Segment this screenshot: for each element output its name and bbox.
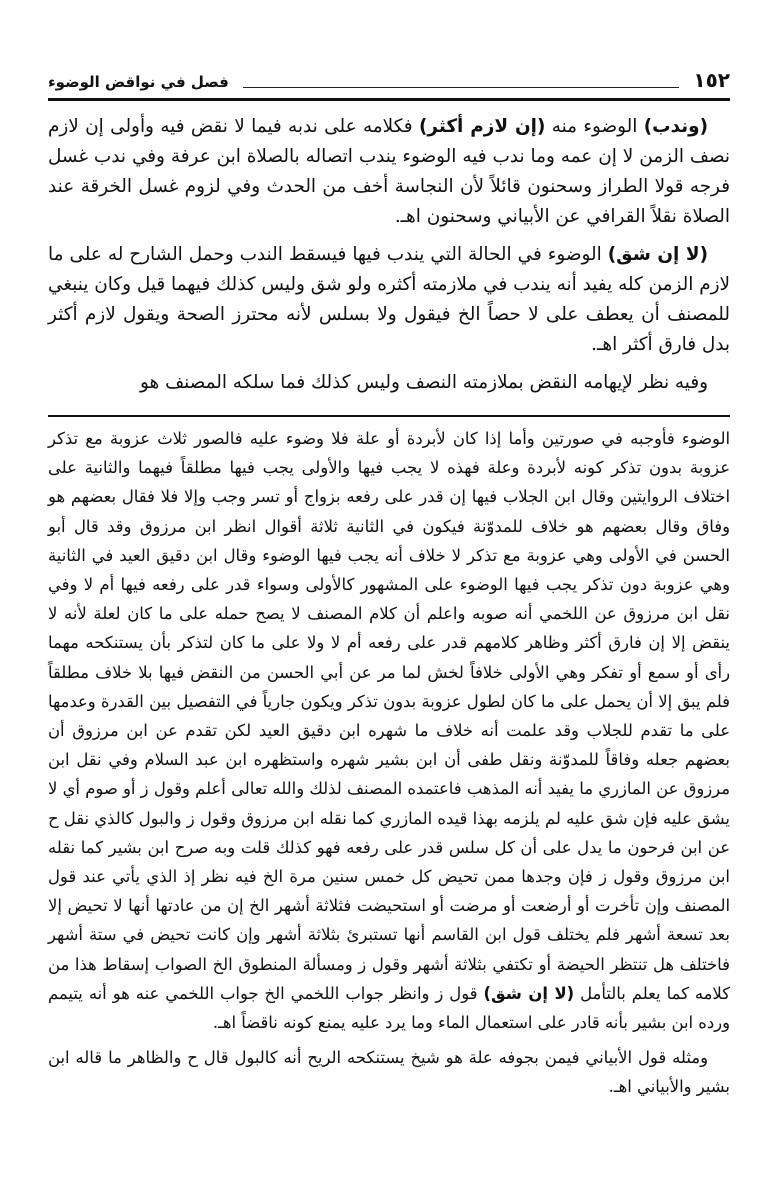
- text-segment: ومثله قول الأبياني فيمن بجوفه علة هو شيخ يستنكحه الريح أنه كالبول قال ح والظاهر ما قاله ابن بشير والأبياني اهـ.: [48, 1048, 730, 1097]
- text-segment: قول ز وانظر جواب اللخمي الخ جواب اللخمي عنه هو أنه يتيمم ورده ابن بشير بأنه قادر على استعمال الماء وما يرد عليه يمنع كونه ناقضاً اهـ.: [48, 983, 730, 1033]
- text-segment: الوضوء منه: [545, 116, 644, 137]
- text-segment: الوضوء في الحالة التي يندب فيها فيسقط الندب وحمل الشارح له على ما لازم الزمن كله يفيد أنه يندب في ملازمته أكثره ولو شق وليس كذلك فيهما قيل وكان ينبغي للمصنف أن يعطف على لا حصاً الخ فيقول ولا بسلس لأنه محترز الصحة ويقول لازم أكثر بدل فارق أكثر اهـ.: [48, 244, 730, 355]
- main-paragraph-2: [48, 240, 730, 360]
- chapter-title: فصل في نواقض الوضوء: [48, 73, 229, 91]
- bold-term: (وندب): [643, 116, 709, 137]
- header-divider: [243, 87, 680, 88]
- footnote-separator: [48, 415, 730, 417]
- page-header: [48, 62, 730, 96]
- bold-term: (لا إن شق): [483, 983, 575, 1003]
- footnote-paragraph-1: [48, 424, 730, 1037]
- footnote-paragraph-2: [48, 1043, 730, 1101]
- footnote-text: [48, 424, 730, 1108]
- header-rule: [48, 98, 730, 101]
- bold-term: (إن لازم أكثر): [418, 116, 546, 137]
- document-page: [48, 0, 730, 1182]
- main-text: [48, 112, 730, 406]
- page-number: ١٥٢: [693, 68, 730, 92]
- bold-term: (لا إن شق): [607, 244, 708, 265]
- main-paragraph-1: [48, 112, 730, 232]
- text-segment: الوضوء فأوجبه في صورتين وأما إذا كان لأبردة أو علة فلا وضوء عليه فالصور ثلاث عزوبة مع تذكر عزوبة بدون تذكر كونه لأبردة وعلة فهذه لا يجب فيها والأولى يجب فيها مطلقاً فيهما والثانية على اختلاف الروايتين وقال ابن الجلاب فيها إن قدر على رفعه بزواج أو تسر وجب وإلا فلا فقال بعضهم هو وفاق وقال بعضهم هو خلاف للمدوّنة فيكون في الثانية ثلاثة أقوال انظر ابن مرزوق وقد قال أبو الحسن في الأولى وهي عزوبة مع تذكر لا خلاف أنه يجب فيها الوضوء وقال ابن دقيق العيد في الثانية وهي عزوبة دون تذكر يجب فيها الوضوء على المشهور كالأولى وسواء قدر على رفعه فيها أم لا وفي نقل ابن مرزوق عن اللخمي أنه صوبه واعلم أن كلام المصنف لا يصح حمله على ما كان لعلة لأنه لا ينقض إلا إن فارق أكثر وظاهر كلامهم قدر على رفعه أم لا ولا على ما كان لتذكر بأن يستنكحه مهما رأى أو سمع أو تفكر وهي الأولى خلافاً لخش لما مر عن أبي الحسن من النقض فيها بلا خلاف مطلقاً فلم يبق إلا أن يحمل على ما كان لطول عزوبة بدون تذكر ويكون جارياً في التفصيل بين القدرة وعدمها على ما تقدم للجلاب وقد علمت أنه خلاف ما شهره ابن دقيق العيد لكن تقدم عن ابن مرزوق أن بعضهم جعله وفاقاً للمدوّنة ونقل طفى أن ابن بشير شهره واستظهره ابن عبد السلام وفي نقل ابن مرزوق عن المازري ما يفيد أنه المذهب فاعتمده المصنف لذلك والله تعالى أعلم وقول ز أو صوم أي لا يشق عليه فإن شق عليه لم يلزمه بهذا قيده المازري كما نقله ابن مرزوق وقول ز والبول كالذي نقل ح عن ابن فرحون ما يدل على أن كل سلس قدر على رفعه فهو كذلك قلت وبه صرح ابن بشير كما نقله ابن مرزوق وقول ز فإن وجدها ممن تحيض كل خمس سنين مرة الخ فيه نظر إذ الذي يأتي عند قول المصنف وإن تأخرت أو أرضعت أو مرضت أو استحيضت فثلاثة أشهر الخ إن من عادتها أنها لا تحيض إلا بعد تسعة أشهر فلم يختلف قول ابن القاسم أنها تستبرئ بثلاثة أشهر وإن كانت تحيض في ستة أشهر فاختلف هل تنتظر الحيضة أو تكتفي بثلاثة أشهر وقول ز ومسألة المنطوق الخ الصواب إسقاط هذا من كلامه كما يعلم بالتأمل: [48, 429, 730, 1003]
- text-segment: وفيه نظر لإيهامه النقض بملازمته النصف وليس كذلك فما سلكه المصنف هو: [140, 372, 708, 393]
- text-segment: فكلامه على ندبه فيما لا نقض فيه وأولى إن لازم نصف الزمن لا إن عمه وما ندب فيه الوضوء يندب اتصاله بالصلاة ابن عرفة وفي ندب غسل فرجه قولا الطراز وسحنون قائلاً لأن النجاسة أخف من الحدث وفي لزوم غسل الخرقة عند الصلاة نقلاً القرافي عن الأبياني وسحنون اهـ.: [48, 116, 730, 227]
- main-paragraph-3: [48, 368, 730, 398]
